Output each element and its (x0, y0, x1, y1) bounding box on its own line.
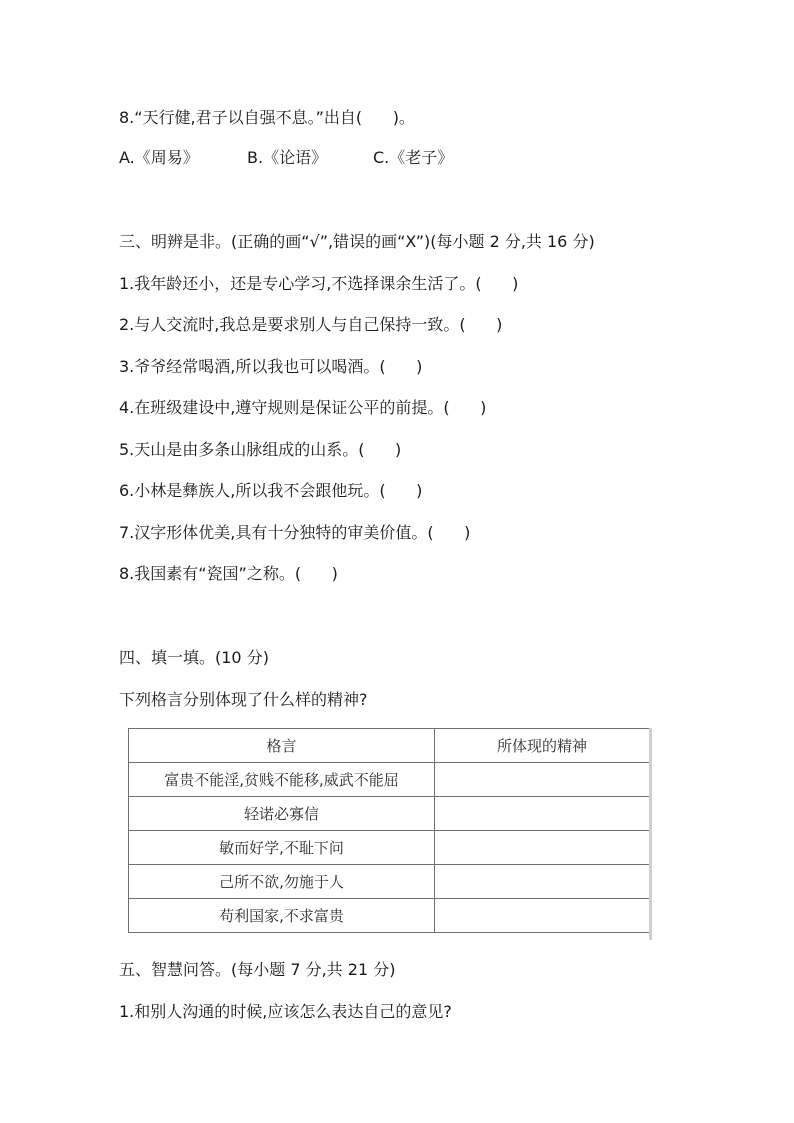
motto-cell: 富贵不能淫,贫贱不能移,威武不能屈 (129, 763, 435, 797)
answer-cell[interactable] (435, 865, 650, 899)
motto-cell: 己所不欲,勿施于人 (129, 865, 435, 899)
header-spirit: 所体现的精神 (435, 729, 650, 763)
answer-cell[interactable] (435, 899, 650, 933)
qa-item: 1.和别人沟通的时候,应该怎么表达自己的意见? (119, 1002, 452, 1021)
section-heading: 四、填一填。(10 分) (119, 648, 269, 667)
question-8-options (119, 148, 453, 168)
answer-cell[interactable] (435, 831, 650, 865)
motto-cell: 敏而好学,不耻下问 (129, 831, 435, 865)
judgment-item: 3.爷爷经常喝酒,所以我也可以喝酒。( ) (119, 357, 423, 376)
answer-cell[interactable] (435, 797, 650, 831)
table-row (129, 831, 650, 865)
judgment-item: 4.在班级建设中,遵守规则是保证公平的前提。( ) (119, 398, 487, 417)
motto-cell: 苟利国家,不求富贵 (129, 899, 435, 933)
motto-table (128, 728, 650, 933)
judgment-item: 7.汉字形体优美,具有十分独特的审美价值。( ) (119, 523, 471, 542)
table-edge-divider (649, 728, 652, 940)
motto-table-wrapper (128, 728, 652, 940)
section-heading: 三、明辨是非。(正确的画“√”,错误的画“X”)(每小题 2 分,共 16 分) (119, 232, 595, 251)
option-a: A.《周易》 (119, 148, 199, 167)
judgment-item: 5.天山是由多条山脉组成的山系。( ) (119, 440, 402, 459)
option-c: C.《老子》 (373, 148, 454, 167)
judgment-item: 1.我年龄还小，还是专心学习,不选择课余生活了。( ) (119, 274, 519, 293)
judgment-item: 6.小林是彝族人,所以我不会跟他玩。( ) (119, 481, 423, 500)
answer-cell[interactable] (435, 763, 650, 797)
table-header-row (129, 729, 650, 763)
table-row (129, 797, 650, 831)
option-b: B.《论语》 (247, 148, 328, 167)
section-prompt: 下列格言分别体现了什么样的精神? (119, 690, 368, 709)
table-row (129, 865, 650, 899)
motto-cell: 轻诺必寡信 (129, 797, 435, 831)
section-heading: 五、智慧问答。(每小题 7 分,共 21 分) (119, 960, 396, 979)
question-8-text: 8.“天行健,君子以自强不息。”出自( )。 (119, 108, 415, 127)
table-row (129, 763, 650, 797)
judgment-item: 8.我国素有“瓷国”之称。( ) (119, 564, 338, 583)
table-row (129, 899, 650, 933)
header-motto: 格言 (129, 729, 435, 763)
judgment-item: 2.与人交流时,我总是要求别人与自己保持一致。( ) (119, 315, 503, 334)
